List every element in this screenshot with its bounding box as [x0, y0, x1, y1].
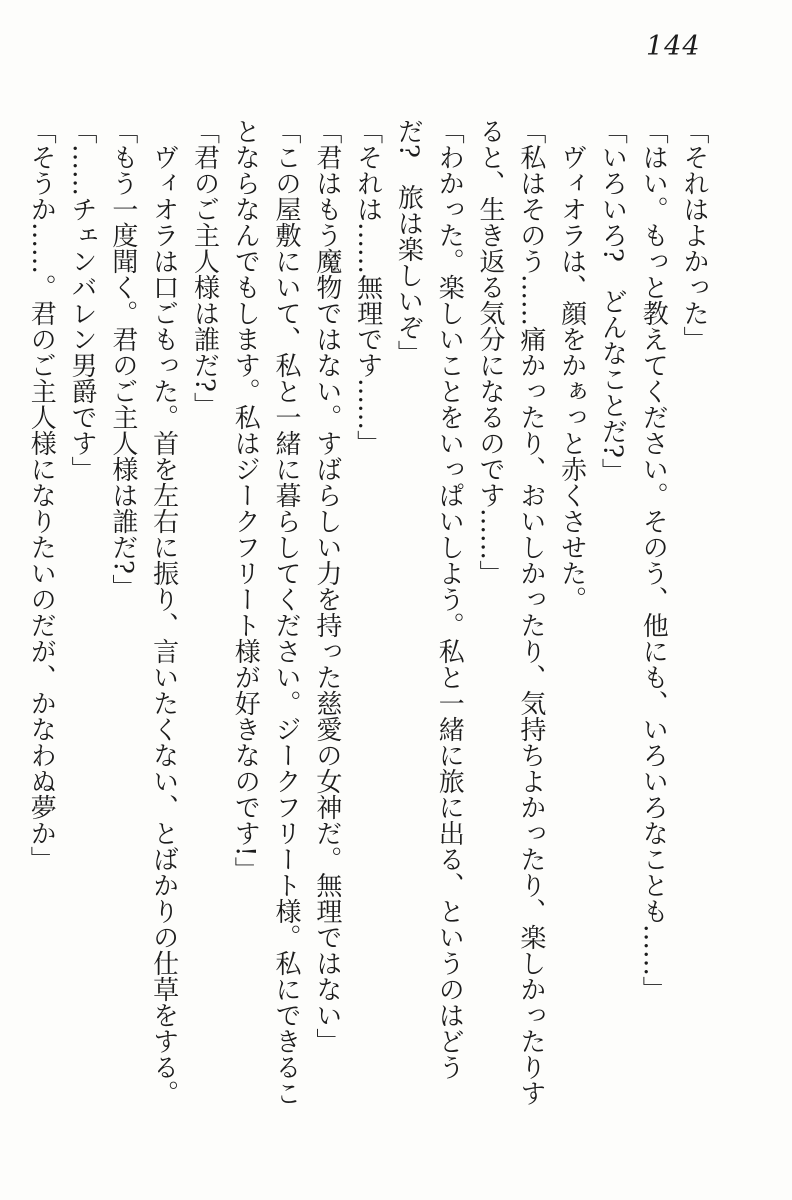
text-line: 「私はそのう……痛かったり、おいしかったり、気持ちよかったり、楽しかったりす	[515, 118, 546, 1106]
text-line: ヴィオラは、顔をかぁっと赤くさせた。	[556, 144, 587, 612]
text-line: 「この屋敷にいて、私と一緒に暮らしてください。ジークフリート様。私にできるこ	[271, 118, 302, 1106]
text-line: 「君のご主人様は誰だ?」	[189, 118, 220, 418]
text-line: 「それは……無理です……」	[352, 118, 383, 456]
text-line: 「もう一度聞く。君のご主人様は誰だ?」	[107, 118, 138, 600]
text-line: 「わかった。楽しいことをいっぱいしよう。私と一緒に旅に出る、というのはどう	[434, 118, 465, 1080]
text-line: 「そうか……。君のご主人様になりたいのだが、かなわぬ夢か」	[26, 118, 57, 872]
page-number: 144	[646, 31, 701, 62]
text-line: 「……チェンバレン男爵です」	[67, 118, 98, 482]
text-line: ヴィオラは口ごもった。首を左右に振り、言いたくない、とばかりの仕草をする。	[148, 144, 179, 1106]
text-line: とならなんでもします。私はジークフリート様が好きなのです!」	[230, 118, 261, 883]
text-line: 「君はもう魔物ではない。すばらしい力を持った慈愛の女神だ。無理ではない」	[311, 118, 342, 1054]
text-line: 「いろいろ? どんなことだ?」	[597, 118, 628, 484]
text-line: 「はい。もっと教えてください。そのう、他にも、いろいろなことも……」	[638, 118, 669, 1002]
text-line: 「それはよかった」	[679, 118, 709, 352]
text-block	[16, 118, 714, 1118]
text-line: ると、生き返る気分になるのです……」	[475, 118, 506, 586]
text-line: だ? 旅は楽しいぞ」	[393, 118, 424, 366]
